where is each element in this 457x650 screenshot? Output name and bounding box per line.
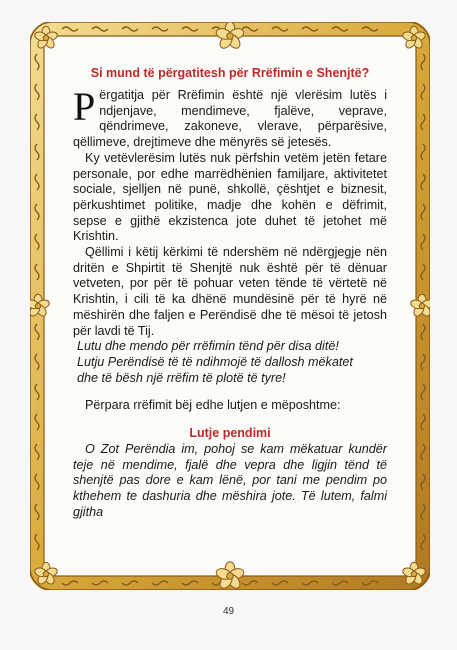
paragraph-2: Ky vetëvlerësim lutës nuk përfshin vetëm jetën fetare personale, por edhe marrëdhënien familjare, aktivitetet sociale, sjelljen në punë, shkollë, çështjet e biznesit, përkushtimet politike, madje dhe kohën e dëfrimit, sepse e gjithë ekzistenca jote duhet të jetohet më Krishtin. [73,150,387,244]
page-title: Si mund të përgatitesh për Rrëfimin e Shenjtë? [90,66,370,80]
page-content [73,66,387,521]
italic-line: dhe të bësh një rrëfim të plotë të tyre! [77,370,286,385]
italic-line: Lutju Perëndisë të të ndihmojë të dallosh mëkatet [77,354,353,369]
prayer-text: O Zot Perëndia im, pohoj se kam mëkatuar kundër teje në mendime, fjalë dhe vepra dhe ligjin tënd të shenjtë pas dore e kam lënë, por tani me pendim po kthehem te dashuria dhe mëshira jote. Të lutem, falmi gjitha [73,442,387,519]
paragraph-3: Qëllimi i këtij kërkimi të ndershëm në ndërgjegje nën dritën e Shpirtit të Shenjtë nuk është për të dënuar vetveten, por për të pohuar veten tënde të vërtetë në Krishtin, i cili të ka dhënë mundësinë për të hyrë në mëshirën dhe faljen e Perëndisë dhe të mësoi të jetosh për lavdi të Tij. [73,245,387,338]
page-number: 49 [222,606,235,617]
drop-cap: P [73,84,96,129]
paragraph-1 [73,84,387,151]
prayer-heading: Lutje pendimi [189,426,271,441]
prayer-intro: Përpara rrëfimit bëj edhe lutjen e mëposhtme: [85,398,341,413]
paragraph-1-text: ërgatitja për Rrëfimin është një vlerësim lutës i ndjenjave, mendimeve, fjalëve, veprave, qëndrimeve, zakoneve, vlerave, përparësive, qëllimeve, drejtimeve dhe mënyrës së jetesës. [73,88,387,150]
italic-line: Lutu dhe mendo për rrëfimin tënd për disa ditë! [77,339,339,354]
italic-exhortation [77,339,387,386]
